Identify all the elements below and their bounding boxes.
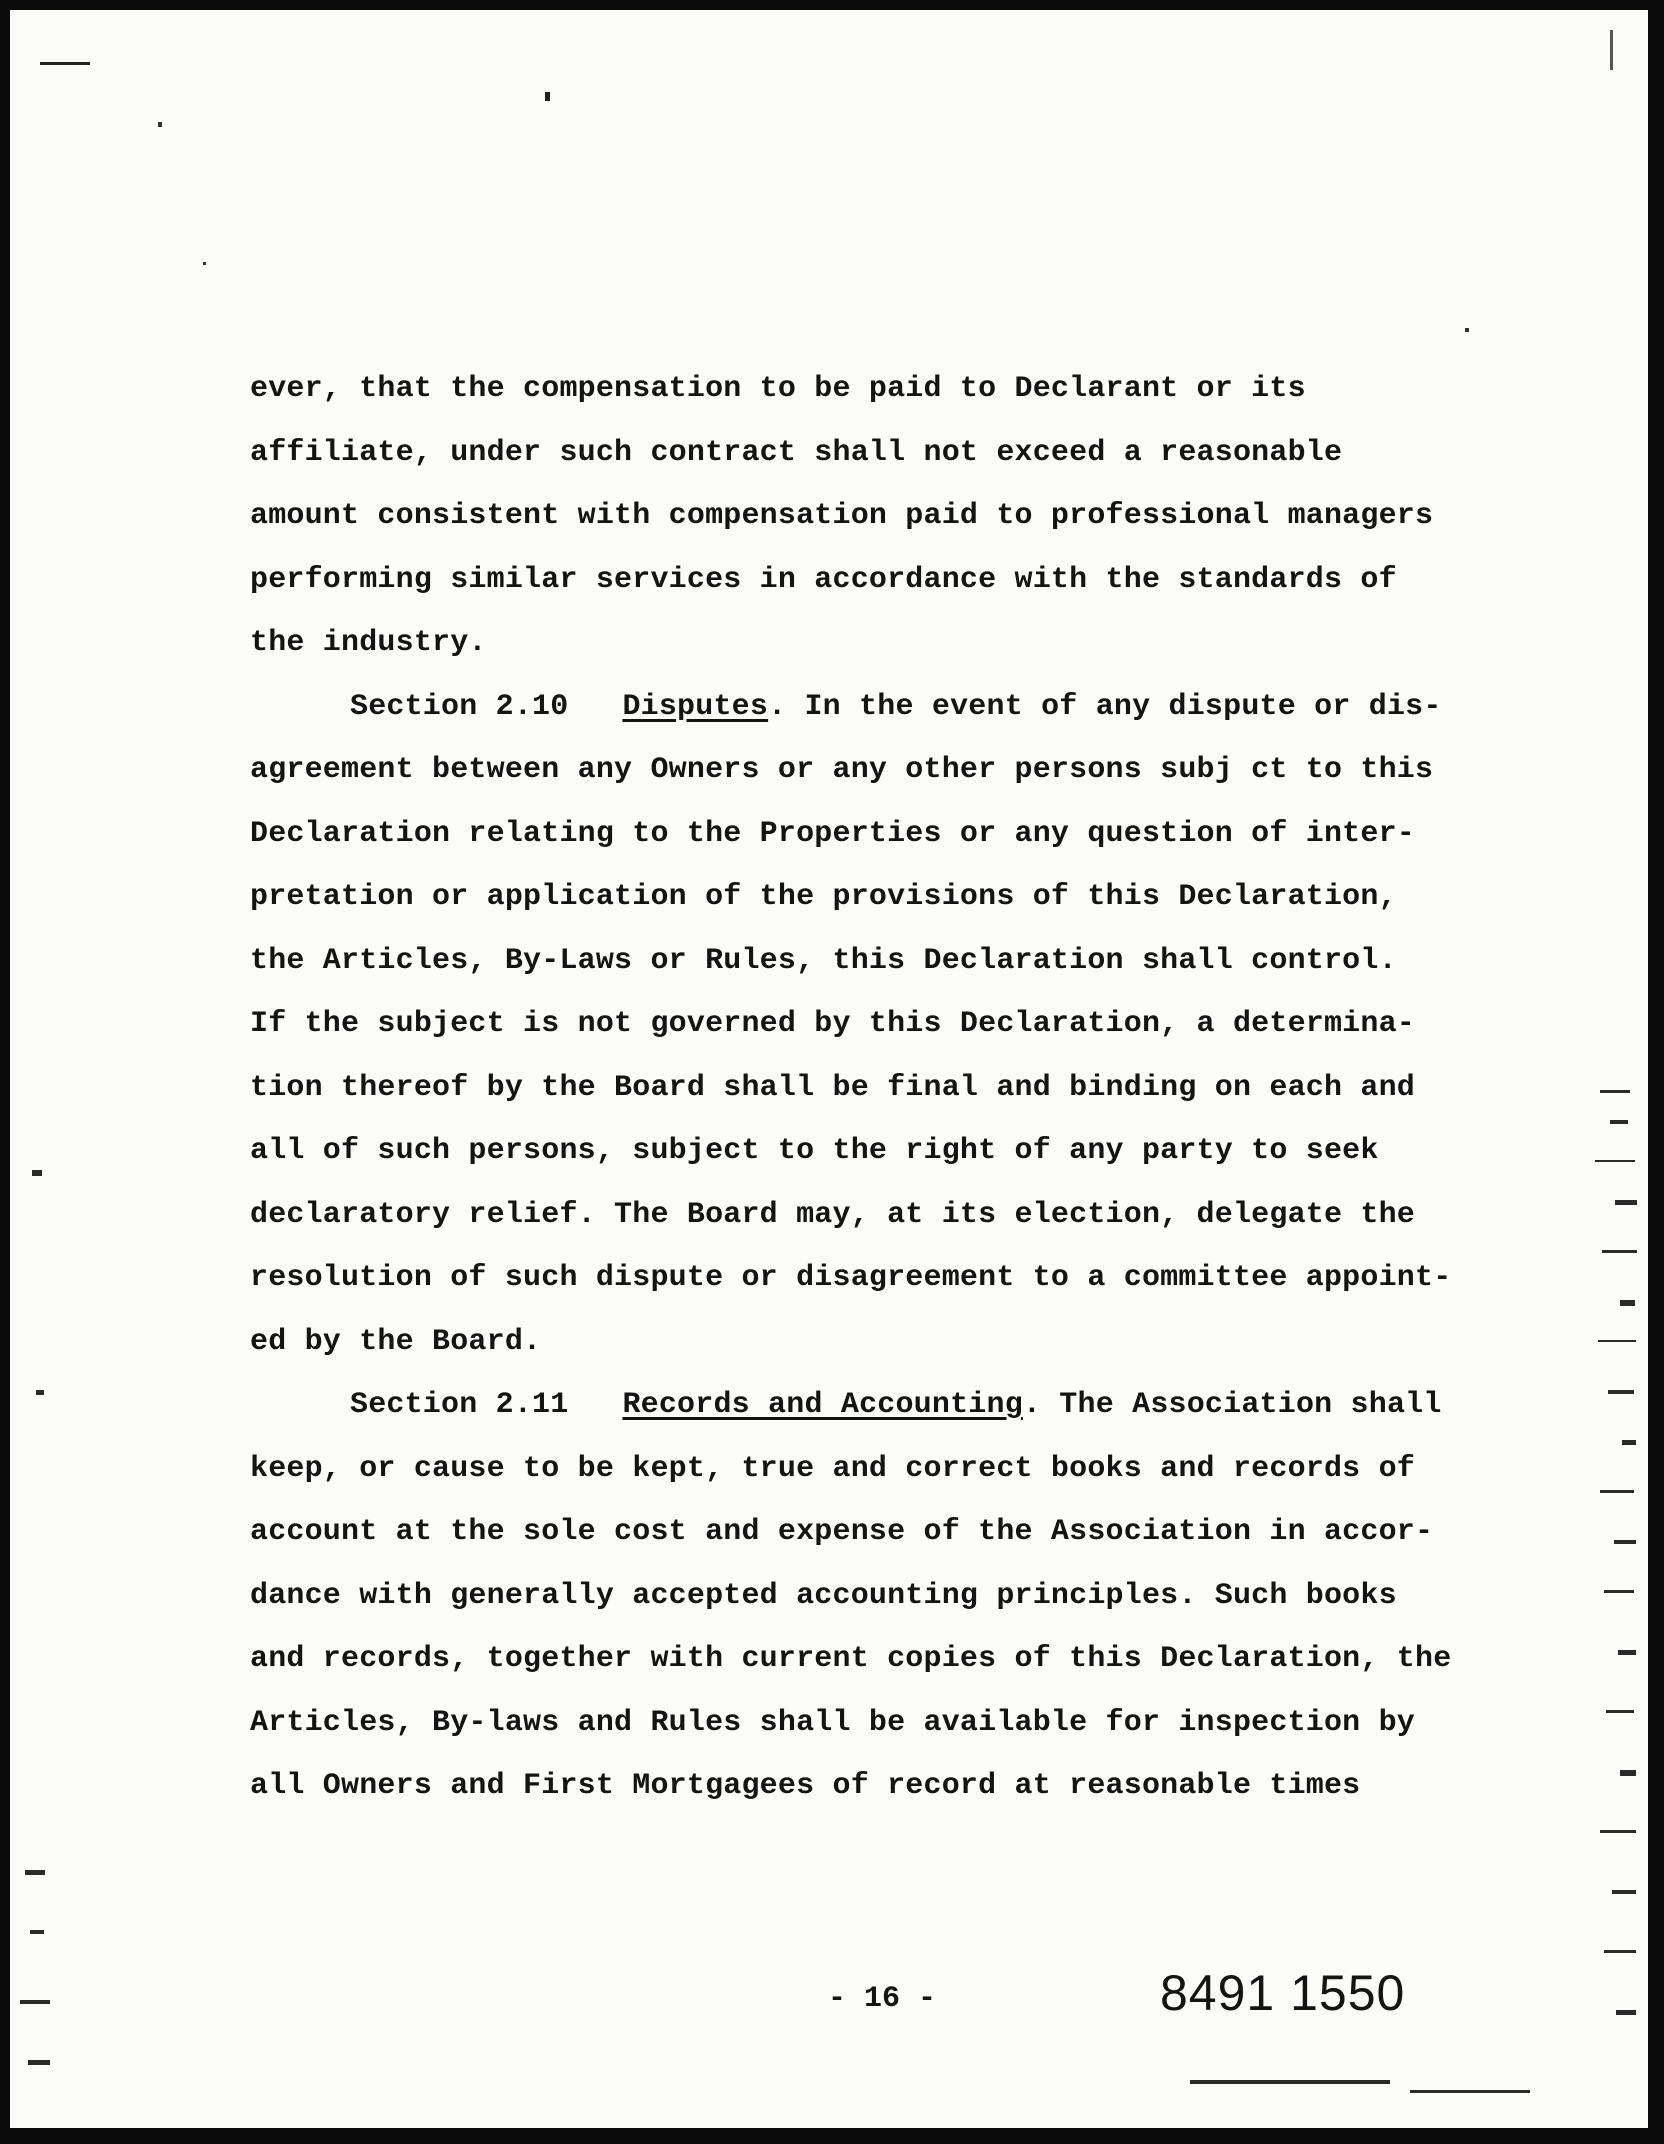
text-line: resolution of such dispute or disagreement to a committee appoint- [250,1261,1452,1295]
text-line: If the subject is not governed by this Declaration, a determina- [250,1007,1415,1041]
body-text [250,358,1550,1819]
text-line: affiliate, under such contract shall not exceed a reasonable [250,435,1343,470]
text-line: performing similar services in accordance with the standards of [250,562,1397,597]
text-line: tion thereof by the Board shall be final and binding on each and [250,1070,1415,1105]
section-number: Section 2.11 [350,1388,569,1422]
document-page [10,10,1648,2128]
document-reference-number: 8491 1550 [1160,1965,1406,2021]
section-title: Records and Accounting [622,1388,1023,1422]
text-line: dance with generally accepted accounting principles. Such books [250,1578,1397,1613]
text-line: all Owners and First Mortgagees of record at reasonable times [250,1769,1361,1803]
text-line: keep, or cause to be kept, true and correct books and records of [250,1451,1415,1486]
text-line: pretation or application of the provisions of this Declaration, [250,880,1397,914]
text-line: all of such persons, subject to the right of any party to seek [250,1134,1379,1168]
text-line: the industry. [250,626,487,660]
text-line: the Articles, By-Laws or Rules, this Declaration shall control. [250,943,1397,978]
section-number: Section 2.10 [350,689,569,724]
text-line: declaratory relief. The Board may, at its election, delegate the [250,1197,1415,1232]
text-line: account at the sole cost and expense of the Association in accor- [250,1515,1434,1549]
text-line: amount consistent with compensation paid to professional managers [250,499,1434,533]
section-title: Disputes [622,689,769,724]
text-line: agreement between any Owners or any other persons subj ct to this [250,753,1434,787]
section-first-line: . The Association shall [1022,1388,1442,1422]
text-line: and records, together with current copies of this Declaration, the [250,1642,1452,1676]
page-number: - 16 - [828,1982,937,2016]
section-2-11-heading-line [250,1374,1550,1438]
section-2-10-heading-line [250,676,1550,740]
text-line: Articles, By-laws and Rules shall be available for inspection by [250,1705,1415,1740]
text-line: ed by the Board. [250,1324,542,1359]
text-line: Declaration relating to the Properties or any question of inter- [250,816,1415,851]
section-first-line: . In the event of any dispute or dis- [768,689,1442,724]
text-line: ever, that the compensation to be paid to Declarant or its [250,372,1306,406]
